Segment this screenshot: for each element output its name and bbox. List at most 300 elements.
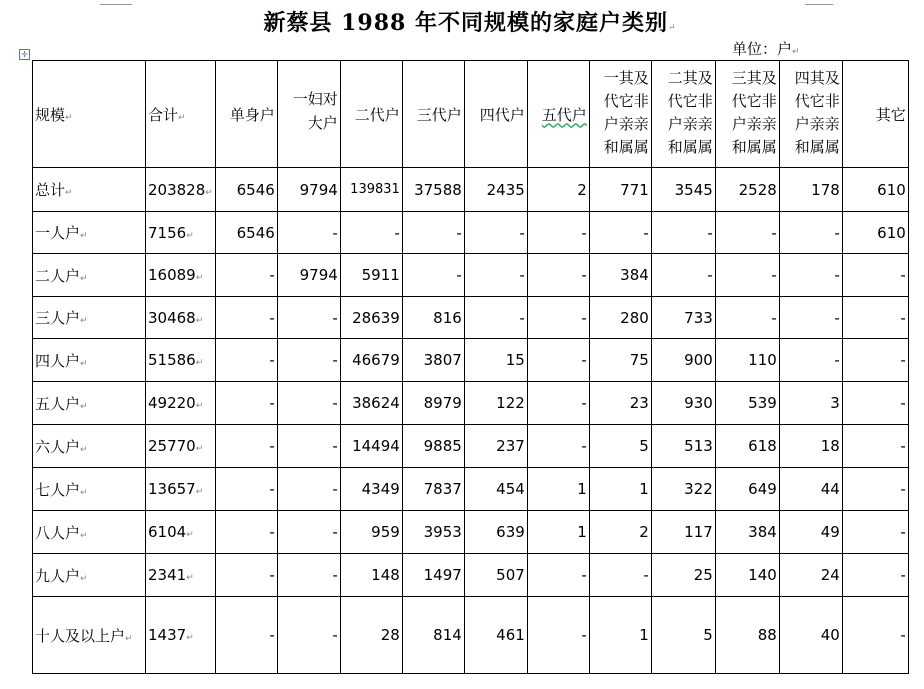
table-cell[interactable] — [527, 554, 589, 597]
household-table — [32, 60, 909, 674]
table-cell[interactable] — [527, 297, 589, 339]
table-cell[interactable] — [651, 597, 715, 674]
cell-value: - — [900, 308, 906, 327]
table-cell[interactable] — [277, 597, 340, 674]
header-one-gen-other[interactable]: 一其及代它非户亲亲和属属 — [589, 61, 651, 168]
cell-value: - — [332, 351, 338, 369]
table-cell[interactable] — [651, 425, 715, 468]
cell-value: - — [900, 394, 906, 412]
table-cell[interactable] — [464, 425, 527, 468]
cell-value: - — [519, 223, 525, 242]
cell-value: - — [394, 223, 400, 242]
table-cell[interactable] — [277, 339, 340, 382]
cell-value: 203828 — [148, 180, 206, 199]
table-cell[interactable] — [215, 339, 277, 382]
cell-value: - — [900, 437, 906, 455]
table-cell[interactable] — [779, 597, 842, 674]
table-cell[interactable] — [215, 212, 277, 254]
header-four-gen[interactable]: 四代户 — [464, 61, 527, 168]
table-cell[interactable] — [215, 382, 277, 425]
table-cell[interactable] — [340, 382, 402, 425]
row-label: 十人及以上户 — [35, 626, 126, 645]
document-title — [0, 6, 924, 37]
table-cell[interactable] — [402, 339, 464, 382]
table-cell[interactable] — [464, 297, 527, 339]
title-text: 新蔡县 1988 年不同规模的家庭户类别 — [263, 10, 668, 36]
table-cell[interactable] — [589, 212, 651, 254]
table-cell[interactable] — [715, 212, 779, 254]
cell-value: 9794 — [299, 266, 338, 284]
cell-value: 28639 — [352, 308, 400, 327]
row-label-cell[interactable] — [33, 297, 146, 339]
cell-value: 9885 — [423, 437, 462, 455]
cell-value: 28 — [380, 626, 400, 644]
table-cell[interactable] — [527, 168, 589, 212]
table-cell[interactable] — [589, 425, 651, 468]
table-cell[interactable] — [651, 168, 715, 212]
table-cell[interactable] — [842, 254, 908, 297]
cell-value: - — [456, 266, 462, 284]
header-scale[interactable]: 规模↵ — [33, 61, 146, 168]
cell-value: 5 — [639, 437, 649, 455]
table-cell[interactable] — [277, 382, 340, 425]
cell-value: 3 — [830, 394, 840, 412]
cell-value: - — [332, 626, 338, 644]
cell-value: - — [332, 566, 338, 584]
row-label-cell[interactable] — [33, 425, 146, 468]
table-row — [33, 382, 909, 425]
row-label-cell[interactable] — [33, 168, 146, 212]
table-cell[interactable] — [715, 597, 779, 674]
table-cell[interactable] — [527, 425, 589, 468]
cell-value: 1437 — [148, 626, 187, 644]
table-cell[interactable] — [651, 554, 715, 597]
table-cell[interactable] — [146, 468, 216, 511]
table-cell[interactable] — [340, 297, 402, 339]
table-cell[interactable] — [842, 511, 908, 554]
cell-value: 2435 — [486, 180, 525, 199]
table-cell[interactable] — [215, 168, 277, 212]
table-cell[interactable] — [527, 382, 589, 425]
table-cell[interactable] — [527, 511, 589, 554]
cell-value: 384 — [748, 523, 777, 541]
cell-value: - — [269, 394, 275, 412]
paragraph-mark-icon: ↵ — [195, 487, 204, 497]
cell-value: - — [771, 223, 777, 242]
cell-value: - — [332, 523, 338, 541]
table-cell[interactable] — [589, 468, 651, 511]
table-cell[interactable] — [215, 554, 277, 597]
row-label: 八人户 — [35, 523, 81, 542]
paragraph-mark-icon: ↵ — [195, 273, 204, 283]
table-cell[interactable] — [589, 339, 651, 382]
cell-value: 900 — [684, 351, 713, 369]
header-two-gen-other[interactable]: 二其及代它非户亲亲和属属 — [651, 61, 715, 168]
cell-value: - — [332, 480, 338, 498]
table-cell[interactable] — [340, 597, 402, 674]
cell-value: - — [581, 308, 587, 327]
cell-value: 1 — [639, 626, 649, 644]
table-cell[interactable] — [527, 212, 589, 254]
table-cell[interactable] — [340, 339, 402, 382]
cell-value: 2341 — [148, 566, 187, 584]
row-label-cell[interactable] — [33, 468, 146, 511]
table-row — [33, 511, 909, 554]
cell-value: 178 — [811, 180, 840, 199]
table-cell[interactable] — [146, 554, 216, 597]
row-label-cell[interactable] — [33, 339, 146, 382]
table-cell[interactable] — [146, 168, 216, 212]
cell-value: 610 — [877, 223, 906, 242]
table-cell[interactable] — [527, 254, 589, 297]
cell-value: - — [581, 394, 587, 412]
cell-value: - — [707, 266, 713, 284]
table-cell[interactable] — [779, 554, 842, 597]
table-cell[interactable] — [340, 511, 402, 554]
cell-value: 959 — [371, 523, 400, 541]
paragraph-mark-icon: ↵ — [195, 315, 204, 326]
table-row — [33, 425, 909, 468]
cell-value: 16089 — [148, 266, 196, 284]
row-label: 五人户 — [35, 394, 81, 413]
paragraph-mark-icon: ↵ — [195, 358, 204, 368]
table-cell[interactable] — [146, 339, 216, 382]
cell-value: - — [332, 223, 338, 242]
paragraph-mark-icon: ↵ — [80, 316, 88, 326]
cell-value: 513 — [684, 437, 713, 455]
cell-value: 814 — [433, 626, 462, 644]
header-single[interactable]: 单身户 — [215, 61, 277, 168]
cell-value: - — [332, 308, 338, 327]
table-cell[interactable] — [340, 425, 402, 468]
cell-value: 110 — [748, 351, 777, 369]
header-five-gen[interactable]: 五代户 — [527, 61, 589, 168]
cell-value: - — [643, 223, 649, 242]
cell-value: - — [834, 308, 840, 327]
header-row — [33, 61, 909, 168]
table-cell[interactable] — [215, 511, 277, 554]
table-cell[interactable] — [402, 511, 464, 554]
table-cell[interactable] — [779, 511, 842, 554]
cell-value: 1497 — [423, 566, 462, 584]
table-cell[interactable] — [464, 254, 527, 297]
table-cell[interactable] — [715, 554, 779, 597]
table-row — [33, 339, 909, 382]
table-cell[interactable] — [842, 554, 908, 597]
header-couple[interactable]: 一妇对大户 — [277, 61, 340, 168]
table-cell[interactable] — [779, 212, 842, 254]
cell-value: 9794 — [299, 180, 338, 199]
cell-value: 14494 — [352, 437, 400, 455]
paragraph-mark-icon: ↵ — [186, 573, 194, 583]
cell-value: - — [269, 351, 275, 369]
row-label-cell[interactable] — [33, 554, 146, 597]
cell-value: - — [771, 266, 777, 284]
cell-value: - — [269, 266, 275, 284]
table-cell[interactable] — [842, 468, 908, 511]
table-cell[interactable] — [527, 468, 589, 511]
paragraph-mark-icon: ↵ — [205, 187, 213, 198]
table-cell[interactable] — [651, 339, 715, 382]
table-cell[interactable] — [402, 425, 464, 468]
cell-value: 13657 — [148, 480, 196, 498]
table-cell[interactable] — [715, 297, 779, 339]
cell-value: 6104 — [148, 523, 187, 541]
table-cell[interactable] — [842, 212, 908, 254]
header-other[interactable]: 其它 — [842, 61, 908, 168]
table-cell[interactable] — [402, 597, 464, 674]
row-label: 六人户 — [35, 437, 81, 456]
header-total[interactable]: 合计↵ — [146, 61, 216, 168]
cell-value: 24 — [820, 566, 840, 584]
table-cell[interactable] — [842, 597, 908, 674]
table-cell[interactable] — [146, 425, 216, 468]
table-cell[interactable] — [402, 168, 464, 212]
paragraph-mark-icon: ↵ — [80, 273, 88, 284]
table-cell[interactable] — [340, 168, 402, 212]
cell-value: 46679 — [352, 351, 400, 369]
table-cell[interactable] — [277, 212, 340, 254]
cell-value: 610 — [877, 180, 906, 199]
table-cell[interactable] — [464, 339, 527, 382]
cell-value: 140 — [748, 566, 777, 584]
table-row — [33, 254, 909, 297]
table-cell[interactable] — [651, 212, 715, 254]
cell-value: - — [900, 480, 906, 498]
table-cell[interactable] — [277, 168, 340, 212]
row-label: 七人户 — [35, 480, 81, 499]
cell-value: 6546 — [236, 223, 275, 242]
table-cell[interactable] — [402, 254, 464, 297]
table-cell[interactable] — [277, 468, 340, 511]
cell-value: - — [581, 437, 587, 455]
cell-value: 3953 — [423, 523, 462, 541]
table-cell[interactable] — [146, 597, 216, 674]
paragraph-mark-icon: ↵ — [80, 573, 88, 584]
cell-value: 38624 — [352, 394, 400, 412]
header-three-gen-other[interactable]: 三其及代它非户亲亲和属属 — [715, 61, 779, 168]
cell-value: - — [269, 566, 275, 584]
table-cell[interactable] — [464, 382, 527, 425]
cell-value: 816 — [433, 308, 462, 327]
cell-value: 122 — [496, 394, 525, 412]
page-corner-mark-right — [805, 0, 833, 5]
table-cell[interactable] — [779, 297, 842, 339]
cell-value: 733 — [684, 308, 713, 327]
page-corner-mark-left — [100, 0, 132, 5]
table-cell[interactable] — [842, 168, 908, 212]
table-cell[interactable] — [842, 339, 908, 382]
row-label-cell[interactable] — [33, 254, 146, 297]
table-cell[interactable] — [715, 339, 779, 382]
table-cell[interactable] — [402, 212, 464, 254]
table-cell[interactable] — [340, 212, 402, 254]
cell-value: 2 — [639, 523, 649, 541]
table-cell[interactable] — [277, 554, 340, 597]
cell-value: 6546 — [236, 180, 275, 199]
table-cell[interactable] — [277, 511, 340, 554]
unit-label — [732, 38, 800, 59]
cell-value: 618 — [748, 437, 777, 455]
table-cell[interactable] — [715, 254, 779, 297]
cell-value: 40 — [820, 626, 840, 644]
cell-value: 25 — [693, 566, 713, 584]
table-cell[interactable] — [277, 297, 340, 339]
table-cell[interactable] — [589, 597, 651, 674]
cell-value: - — [269, 437, 275, 455]
row-label: 三人户 — [35, 309, 81, 327]
table-cell[interactable] — [464, 168, 527, 212]
paragraph-mark-icon: ↵ — [186, 633, 194, 643]
table-cell[interactable] — [464, 468, 527, 511]
table-cell[interactable] — [779, 468, 842, 511]
table-cell[interactable] — [402, 297, 464, 339]
table-cell[interactable] — [589, 382, 651, 425]
table-cell[interactable] — [146, 212, 216, 254]
table-cell[interactable] — [715, 168, 779, 212]
table-cell[interactable] — [651, 254, 715, 297]
cell-value: 139831 — [350, 182, 400, 197]
row-label: 二人户 — [35, 266, 81, 285]
cell-value: - — [269, 308, 275, 327]
table-cell[interactable] — [402, 468, 464, 511]
table-cell[interactable] — [215, 597, 277, 674]
cell-value: 322 — [684, 480, 713, 498]
cell-value: 1 — [577, 480, 587, 498]
cell-value: 18 — [820, 437, 840, 455]
table-cell[interactable] — [215, 297, 277, 339]
table-cell[interactable] — [277, 425, 340, 468]
table-cell[interactable] — [715, 511, 779, 554]
table-cell[interactable] — [779, 425, 842, 468]
table-cell[interactable] — [340, 254, 402, 297]
table-cell[interactable] — [146, 254, 216, 297]
table-cell[interactable] — [146, 297, 216, 339]
header-four-gen-other[interactable]: 四其及代它非户亲亲和属属 — [779, 61, 842, 168]
cell-value: 1 — [639, 480, 649, 498]
cell-value: - — [643, 566, 649, 584]
table-cell[interactable] — [527, 597, 589, 674]
table-cell[interactable] — [651, 511, 715, 554]
cell-value: 49 — [820, 523, 840, 541]
table-cell[interactable] — [146, 511, 216, 554]
paragraph-mark-icon: ↵ — [125, 633, 133, 644]
cell-value: 148 — [371, 566, 400, 584]
table-cell[interactable] — [589, 511, 651, 554]
cell-value: - — [269, 480, 275, 498]
cell-value: - — [581, 351, 587, 369]
table-cell[interactable] — [215, 468, 277, 511]
paragraph-mark-icon: ↵ — [195, 401, 204, 411]
cell-value: 8979 — [423, 394, 462, 412]
table-cell[interactable] — [842, 382, 908, 425]
cell-value: 237 — [496, 437, 525, 455]
paragraph-mark-icon: ↵ — [668, 23, 677, 33]
table-cell[interactable] — [842, 297, 908, 339]
table-cell[interactable] — [464, 554, 527, 597]
paragraph-mark-icon: ↵ — [80, 444, 88, 455]
table-cell[interactable] — [651, 382, 715, 425]
table-row — [33, 468, 909, 511]
cell-value: 5911 — [361, 266, 400, 284]
cell-value: 25770 — [148, 437, 196, 455]
table-cell[interactable] — [527, 339, 589, 382]
row-label-cell[interactable] — [33, 382, 146, 425]
cell-value: - — [519, 266, 525, 284]
table-row — [33, 168, 909, 212]
header-two-gen[interactable]: 二代户 — [340, 61, 402, 168]
table-cell[interactable] — [402, 382, 464, 425]
table-cell[interactable] — [779, 254, 842, 297]
cell-value: - — [581, 626, 587, 644]
table-cell[interactable] — [779, 339, 842, 382]
cell-value: 1 — [577, 523, 587, 541]
table-cell[interactable] — [651, 468, 715, 511]
cell-value: 30468 — [148, 308, 196, 327]
table-cell[interactable] — [715, 382, 779, 425]
paragraph-mark-icon: ↵ — [792, 47, 800, 57]
cell-value: 280 — [620, 308, 649, 327]
row-label: 一人户 — [35, 224, 81, 242]
cell-value: 507 — [496, 566, 525, 584]
paragraph-mark-icon: ↵ — [80, 487, 88, 498]
cell-value: - — [332, 437, 338, 455]
cell-value: 639 — [496, 523, 525, 541]
row-label: 九人户 — [35, 566, 81, 585]
table-cell[interactable] — [146, 382, 216, 425]
row-label-cell[interactable] — [33, 597, 146, 674]
cell-value: - — [519, 308, 525, 327]
table-cell[interactable] — [215, 254, 277, 297]
table-cell[interactable] — [340, 554, 402, 597]
table-cell[interactable] — [715, 425, 779, 468]
cell-value: - — [900, 266, 906, 284]
table-cell[interactable] — [715, 468, 779, 511]
table-cell[interactable] — [464, 511, 527, 554]
row-label: 总计 — [35, 181, 66, 199]
table-cell[interactable] — [589, 297, 651, 339]
table-cell[interactable] — [651, 297, 715, 339]
table-cell[interactable] — [842, 425, 908, 468]
cell-value: 771 — [620, 180, 649, 199]
row-label-cell[interactable] — [33, 212, 146, 254]
cell-value: 5 — [703, 626, 713, 644]
table-cell[interactable] — [589, 554, 651, 597]
cell-value: - — [269, 523, 275, 541]
row-label-cell[interactable] — [33, 511, 146, 554]
table-cell[interactable] — [589, 168, 651, 212]
paragraph-mark-icon: ↵ — [65, 188, 73, 198]
cell-value: - — [900, 351, 906, 369]
table-cell[interactable] — [779, 168, 842, 212]
table-cell[interactable] — [340, 468, 402, 511]
table-cell[interactable] — [277, 254, 340, 297]
table-cell[interactable] — [779, 382, 842, 425]
table-cell[interactable] — [464, 212, 527, 254]
table-move-handle-icon[interactable]: ✛ — [19, 49, 30, 60]
paragraph-mark-icon: ↵ — [186, 530, 194, 540]
cell-value: 2 — [577, 180, 587, 199]
cell-value: 4349 — [361, 480, 400, 498]
table-cell[interactable] — [402, 554, 464, 597]
table-cell[interactable] — [215, 425, 277, 468]
header-three-gen[interactable]: 三代户 — [402, 61, 464, 168]
cell-value: 461 — [496, 626, 525, 644]
table-cell[interactable] — [589, 254, 651, 297]
cell-value: 51586 — [148, 351, 196, 369]
cell-value: - — [707, 223, 713, 242]
table-cell[interactable] — [464, 597, 527, 674]
